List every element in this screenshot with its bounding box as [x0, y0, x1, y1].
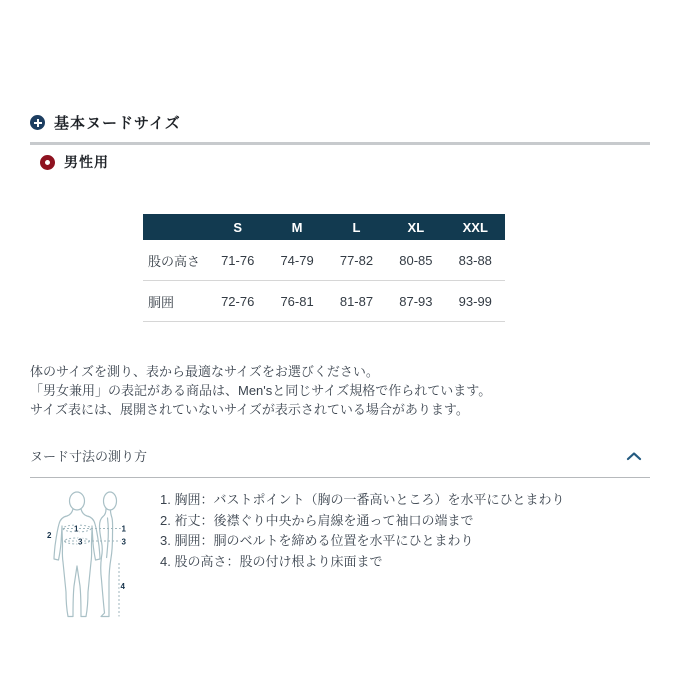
measure-guide-body [30, 484, 650, 634]
cell-value: 76-81 [267, 281, 326, 322]
mens-section-header [40, 152, 650, 172]
body-measurement-diagram [45, 484, 150, 634]
row-label: 股の高さ [143, 240, 208, 281]
cell-value: 93-99 [446, 281, 505, 322]
figure-label-chest-side: 1 [121, 524, 126, 534]
size-col-header-empty [143, 214, 208, 240]
list-item: 2. 裄丈：後襟ぐり中央から肩線を通って袖口の端まで [160, 512, 474, 528]
figure-label-inseam: 4 [120, 582, 125, 591]
size-notes [30, 362, 650, 419]
cell-value: 81-87 [327, 281, 386, 322]
cell-value: 77-82 [327, 240, 386, 281]
cell-value: 83-88 [446, 240, 505, 281]
cell-value: 80-85 [386, 240, 445, 281]
mens-section-title: 男性用 [64, 154, 109, 170]
size-col-header-l: L [327, 214, 386, 240]
measure-instructions-list [160, 484, 564, 634]
cell-value: 71-76 [208, 240, 267, 281]
note-line: サイズ表には、展開されていないサイズが表示されている場合があります。 [30, 402, 469, 417]
mens-size-table [143, 214, 505, 322]
measure-guide-title: ヌード寸法の測り方 [30, 449, 148, 464]
plus-circle-icon [30, 115, 45, 130]
note-line: 体のサイズを測り、表から最適なサイズをお選びください。 [30, 364, 379, 379]
figure-label-sleeve: 2 [47, 531, 52, 540]
measure-guide-divider [30, 477, 650, 478]
list-item: 4. 股の高さ：股の付け根より床面まで [160, 553, 383, 569]
measure-guide-accordion-header[interactable] [30, 446, 650, 465]
chevron-up-icon[interactable] [626, 451, 642, 461]
table-row-crotch-height [143, 240, 505, 281]
basic-size-section-header [30, 112, 650, 133]
list-item: 1. 胸囲：バストポイント（胸の一番高いところ）を水平にひとまわり [160, 492, 565, 507]
cell-value: 74-79 [267, 240, 326, 281]
size-col-header-xxl: XXL [446, 214, 505, 240]
basic-size-title: 基本ヌードサイズ [54, 115, 181, 132]
size-col-header-xl: XL [386, 214, 445, 240]
figure-label-waist-side: 3 [121, 537, 126, 547]
table-row-waist [143, 281, 505, 322]
size-col-header-m: M [267, 214, 326, 240]
cell-value: 87-93 [386, 281, 445, 322]
list-item: 3. 胴囲：胴のベルトを締める位置を水平にひとまわり [160, 533, 474, 548]
row-label: 胴囲 [143, 281, 208, 322]
note-line: 「男女兼用」の表記がある商品は、Men'sと同じサイズ規格で作られています。 [30, 383, 492, 398]
figure-label-waist-front: 3 [78, 537, 83, 547]
section-divider [30, 142, 650, 145]
figure-label-chest-front: 1 [74, 524, 79, 534]
size-table-header-row [143, 214, 505, 240]
size-col-header-s: S [208, 214, 267, 240]
dot-circle-icon [40, 155, 55, 170]
cell-value: 72-76 [208, 281, 267, 322]
